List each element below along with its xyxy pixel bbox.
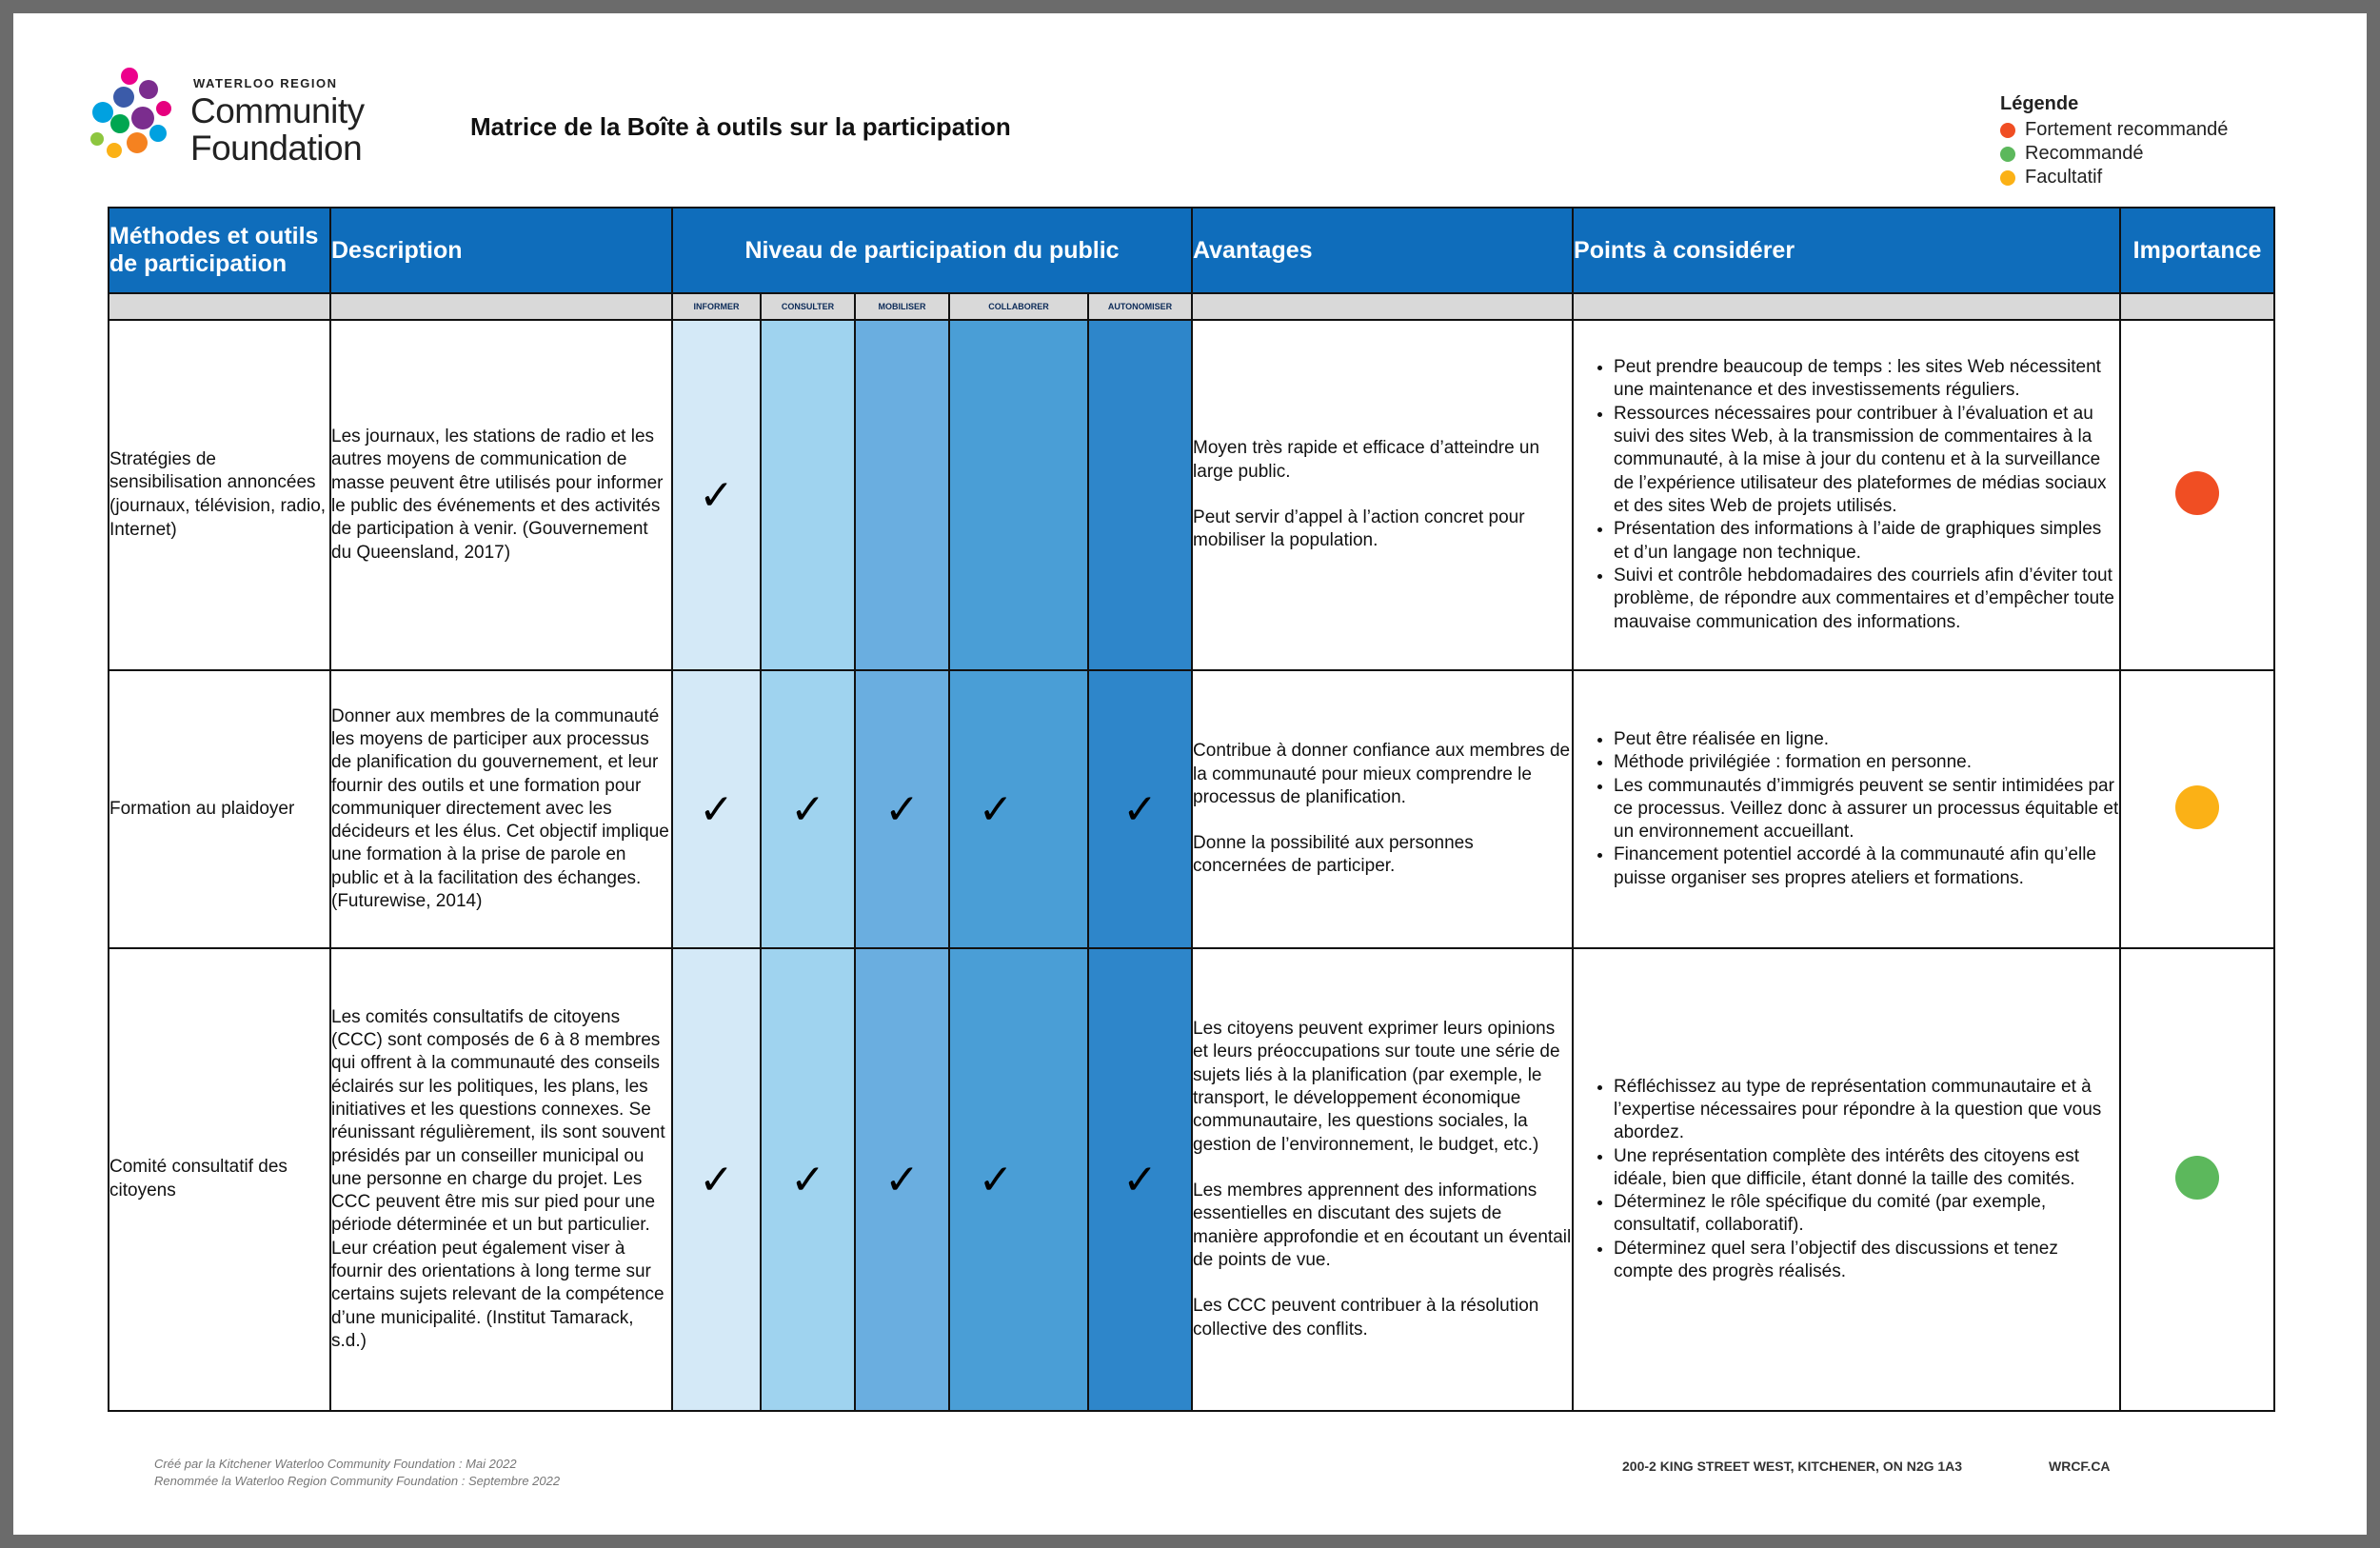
level-autonomiser: AUTONOMISER xyxy=(1088,293,1192,320)
level-mobiliser: MOBILISER xyxy=(855,293,949,320)
level-cell xyxy=(855,670,949,948)
method-cell: Stratégies de sensibilisation annoncées (journaux, télévision, radio, Internet) xyxy=(109,320,330,670)
check-icon: ✓ xyxy=(884,784,920,834)
point-item: • Réfléchissez au type de représentation communautaire et à l’expertise nécessaires pour répondre à la question que vous abordez. xyxy=(1614,1076,2119,1145)
importance-cell xyxy=(2120,320,2274,670)
header-advantages: Avantages xyxy=(1192,208,1573,293)
participation-matrix xyxy=(108,207,2275,1412)
check-icon: ✓ xyxy=(1122,784,1158,834)
document-page xyxy=(13,13,2367,1535)
logo-region-text: WATERLOO REGION xyxy=(193,76,338,90)
level-cell xyxy=(1088,948,1192,1411)
legend-item-recommended xyxy=(2000,142,2228,166)
check-icon: ✓ xyxy=(699,470,734,520)
footer-credit-line: Renommée la Waterloo Region Community Foundation : Septembre 2022 xyxy=(154,1473,561,1488)
advantage-text: Les citoyens peuvent exprimer leurs opinions et leurs préoccupations sur toute une série de sujets liés à la planification (par exemple, le transport, le développement économique communautaire, les questions sociales, la gestion de l’environnement, le budget, etc.) xyxy=(1193,1019,1560,1155)
level-informer: INFORMER xyxy=(672,293,761,320)
red-dot-icon xyxy=(2000,123,2015,138)
header-description: Description xyxy=(330,208,672,293)
point-item: • Méthode privilégiée : formation en personne. xyxy=(1614,751,2119,774)
level-consulter: CONSULTER xyxy=(761,293,855,320)
check-icon: ✓ xyxy=(978,1155,1014,1204)
level-cell xyxy=(855,948,949,1411)
page-title: Matrice de la Boîte à outils sur la participation xyxy=(470,112,1011,141)
point-item: • Présentation des informations à l’aide de graphiques simples et d’un langage non technique. xyxy=(1614,518,2119,565)
importance-green-dot-icon xyxy=(2175,1156,2219,1200)
legend-item-strong xyxy=(2000,118,2228,142)
level-cell xyxy=(761,320,855,670)
legend-label: Facultatif xyxy=(2025,167,2103,188)
check-icon: ✓ xyxy=(699,1155,734,1204)
subheader-empty xyxy=(109,293,330,320)
footer-url[interactable]: WRCF.CA xyxy=(2049,1459,2111,1474)
advantages-cell xyxy=(1192,948,1573,1411)
point-item: • Déterminez quel sera l’objectif des discussions et tenez compte des progrès réalisés. xyxy=(1614,1238,2119,1284)
point-item: • Peut prendre beaucoup de temps : les sites Web nécessitent une maintenance et des investissements réguliers. xyxy=(1614,356,2119,403)
subheader-empty xyxy=(330,293,672,320)
table-row xyxy=(109,948,2274,1411)
legend-label: Fortement recommandé xyxy=(2025,119,2229,140)
check-icon: ✓ xyxy=(1122,1155,1158,1204)
importance-cell xyxy=(2120,948,2274,1411)
method-cell: Comité consultatif des citoyens xyxy=(109,948,330,1411)
advantage-text: Donne la possibilité aux personnes concernées de participer. xyxy=(1193,833,1474,877)
advantage-text: Les CCC peuvent contribuer à la résolution collective des conflits. xyxy=(1193,1296,1539,1340)
advantage-text: Contribue à donner confiance aux membres de la communauté pour mieux comprendre le processus de planification. xyxy=(1193,741,1571,807)
check-icon: ✓ xyxy=(790,1155,825,1204)
level-cell xyxy=(672,670,761,948)
footer-credits xyxy=(154,1456,560,1489)
importance-yellow-dot-icon xyxy=(2175,785,2219,829)
advantage-text: Peut servir d’appel à l’action concret pour mobiliser la population. xyxy=(1193,507,1525,551)
check-icon: ✓ xyxy=(790,784,825,834)
advantage-text: Moyen très rapide et efficace d’atteindre un large public. xyxy=(1193,438,1540,482)
advantages-cell xyxy=(1192,670,1573,948)
description-cell: Les journaux, les stations de radio et les autres moyens de communication de masse peuvent être utilisés pour informer le public des événements et des activités de participation à venir. (Gouvernement du Queensland, 2017) xyxy=(330,320,672,670)
foundation-logo xyxy=(82,63,406,187)
level-cell xyxy=(1088,320,1192,670)
check-icon: ✓ xyxy=(699,784,734,834)
legend xyxy=(2000,93,2228,189)
point-item: • Suivi et contrôle hebdomadaires des courriels afin d’éviter tout problème, de répondre aux commentaires et d’empêcher toute mauvaise communication des informations. xyxy=(1614,565,2119,634)
logo-mark-icon xyxy=(82,63,187,168)
footer-address: 200-2 KING STREET WEST, KITCHENER, ON N2G 1A3 xyxy=(1622,1459,1963,1474)
legend-label: Recommandé xyxy=(2025,143,2144,164)
level-cell xyxy=(761,670,855,948)
header-row xyxy=(109,208,2274,293)
level-collaborer: COLLABORER xyxy=(949,293,1088,320)
table-row xyxy=(109,320,2274,670)
level-subheader-row xyxy=(109,293,2274,320)
header-importance: Importance xyxy=(2120,208,2274,293)
advantage-text: Les membres apprennent des informations essentielles en discutant des sujets de manière approfondie et en écoutant un éventail de points de vue. xyxy=(1193,1181,1572,1270)
point-item: • Peut être réalisée en ligne. xyxy=(1614,728,2119,751)
points-cell xyxy=(1573,320,2120,670)
point-item: • Déterminez le rôle spécifique du comité (par exemple, consultatif, collaboratif). xyxy=(1614,1191,2119,1238)
level-cell xyxy=(761,948,855,1411)
points-cell xyxy=(1573,948,2120,1411)
importance-red-dot-icon xyxy=(2175,471,2219,515)
green-dot-icon xyxy=(2000,147,2015,162)
subheader-empty xyxy=(1573,293,2120,320)
check-icon: ✓ xyxy=(978,784,1014,834)
legend-title: Légende xyxy=(2000,93,2079,114)
check-icon: ✓ xyxy=(884,1155,920,1204)
description-cell: Les comités consultatifs de citoyens (CCC) sont composés de 6 à 8 membres qui offrent à la communauté des conseils éclairés sur les politiques, les plans, les initiatives et les questions connexes. Se réunissant régulièrement, ils sont souvent présidés par un conseiller municipal ou une personne en charge du projet. Les CCC peuvent être mis sur pied pour une période déterminée et un but particulier. Leur création peut également viser à fournir des orientations à long terme sur certains sujets relevant de la compétence d’une municipalité. (Institut Tamarack, s.d.) xyxy=(330,948,672,1411)
legend-item-optional xyxy=(2000,166,2228,189)
level-cell xyxy=(855,320,949,670)
footer-credit-line: Créé par la Kitchener Waterloo Community Foundation : Mai 2022 xyxy=(154,1457,517,1471)
level-cell xyxy=(949,320,1088,670)
yellow-dot-icon xyxy=(2000,170,2015,186)
point-item: • Financement potentiel accordé à la communauté afin qu’elle puisse organiser ses propres ateliers et formations. xyxy=(1614,843,2119,890)
header-methods: Méthodes et outils de participation xyxy=(109,208,330,293)
point-item: • Une représentation complète des intérêts des citoyens est idéale, bien que difficile, étant donné la taille des comités. xyxy=(1614,1145,2119,1192)
table-row xyxy=(109,670,2274,948)
subheader-empty xyxy=(1192,293,1573,320)
point-item: • Les communautés d’immigrés peuvent se sentir intimidées par ce processus. Veillez donc à assurer un processus équitable et un environnement accueillant. xyxy=(1614,775,2119,844)
logo-community-text: Community xyxy=(190,91,365,130)
level-cell xyxy=(672,948,761,1411)
point-item: • Ressources nécessaires pour contribuer à l’évaluation et au suivi des sites Web, à la transmission de commentaires à la communauté, à la mise à jour du contenu et à la surveillance de l’expérience utilisateur des plateformes de médias sociaux et des sites Web de projets utilisés. xyxy=(1614,403,2119,519)
importance-cell xyxy=(2120,670,2274,948)
description-cell: Donner aux membres de la communauté les moyens de participer aux processus de planification du gouvernement, et leur fournir des outils et une formation pour communiquer directement avec les décideurs et les élus. Cet objectif implique une formation à la prise de parole en public et à la facilitation des échanges. (Futurewise, 2014) xyxy=(330,670,672,948)
level-cell xyxy=(672,320,761,670)
points-cell xyxy=(1573,670,2120,948)
level-cell xyxy=(1088,670,1192,948)
header-level: Niveau de participation du public xyxy=(672,208,1192,293)
subheader-empty xyxy=(2120,293,2274,320)
level-cell xyxy=(949,670,1088,948)
logo-foundation-text: Foundation xyxy=(190,129,363,168)
header-points: Points à considérer xyxy=(1573,208,2120,293)
method-cell: Formation au plaidoyer xyxy=(109,670,330,948)
advantages-cell xyxy=(1192,320,1573,670)
level-cell xyxy=(949,948,1088,1411)
